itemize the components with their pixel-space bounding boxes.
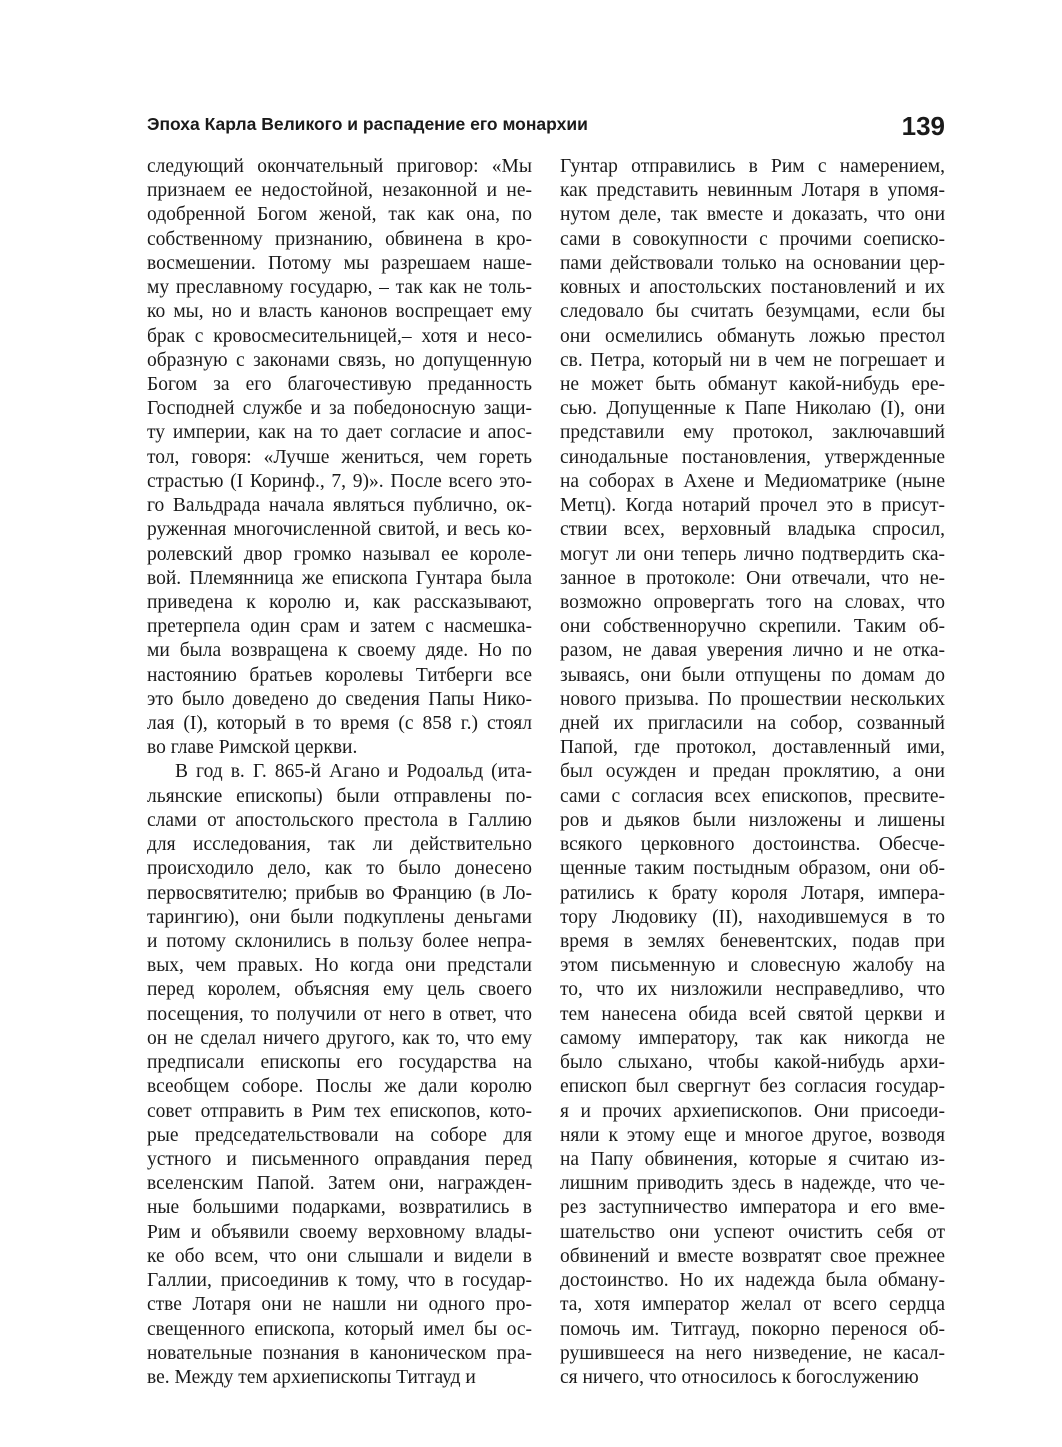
text-line: новательные познания в каноническом пра-: [147, 1342, 532, 1364]
text-line: следовало бы считать безумцами, если бы: [560, 301, 945, 323]
text-line: Господней службе и за победоносную защи-: [147, 398, 532, 420]
text-line: епископ был свергнут без согласия государ-: [560, 1076, 945, 1098]
text-line: первосвятителю; прибыв во Францию (в Ло-: [147, 882, 532, 904]
text-line: нового призыва. По прошествии нескольких: [560, 688, 945, 710]
text-line: они собственноручно скрепили. Таким об-: [560, 616, 945, 638]
text-line: одобренной Богом женой, так как она, по: [147, 204, 532, 226]
text-line: претерпела один срам и затем с насмешка-: [147, 616, 532, 638]
text-line: занное в протоколе: Они отвечали, что не-: [560, 567, 945, 589]
text-line: св. Петра, который ни в чем не погрешает и: [560, 349, 945, 371]
text-line: он не сделал ничего другого, как то, что ему: [147, 1027, 532, 1049]
text-line: всякого церковного достоинства. Обесче-: [560, 834, 945, 856]
text-line: В год в. Г. 865-й Агано и Родоальд (ита-: [175, 761, 532, 783]
text-line: ратились к брату короля Лотаря, импера-: [560, 882, 945, 904]
text-line: рез заступничество императора и его вме-: [560, 1197, 945, 1219]
text-line: му преславному государю, – так как не толь-: [147, 277, 532, 299]
text-line: слами от апостольского престола в Галлию: [147, 809, 532, 831]
text-line: шательство они успеют очистить себя от: [560, 1221, 945, 1243]
text-line: устного и письменного оправдания перед: [147, 1148, 532, 1170]
text-line: ке обо всем, что они слышали и видели в: [147, 1245, 532, 1267]
text-line: могут ли они теперь лично подтвердить ска-: [560, 543, 945, 565]
text-line: вых, чем правых. Но когда они предстали: [147, 955, 532, 977]
text-line: и потому склонились в пользу более непра-: [147, 931, 532, 952]
text-line: всеобщем соборе. Послы же дали королю: [147, 1076, 532, 1098]
text-line: лая (I), который в то время (с 858 г.) стоял: [147, 713, 532, 735]
text-line: следующий окончательный приговор: «Мы: [147, 156, 532, 177]
text-line: тарингию), они были подкуплены деньгами: [147, 906, 532, 928]
text-line: на Папу обвинения, которые я считаю из-: [560, 1148, 945, 1170]
text-line: на соборах в Ахене и Медиоматрике (ныне: [560, 470, 945, 492]
text-line: не может быть обманут какой-нибудь ере-: [560, 373, 945, 395]
text-line: обвинений и вместе возвратят свое прежнее: [560, 1245, 945, 1267]
text-line: сами с согласия всех епископов, пресвите-: [560, 785, 945, 807]
text-line: стве Лотаря они не нашли ни одного про-: [147, 1294, 532, 1316]
text-line: для исследования, так ли действительно: [147, 834, 532, 856]
text-line: ко мы, но и власть канонов воспрещает ему: [147, 301, 532, 323]
text-line: это было доведено до сведения Папы Нико-: [147, 688, 532, 710]
text-line: синодальные постановления, утвержденные: [560, 446, 945, 468]
text-line: Галлии, присоединив к тому, что в государ-: [147, 1270, 532, 1292]
text-line: тору Людовику (II), находившемуся в то: [560, 906, 945, 928]
text-line: время в землях беневентских, подав при: [560, 931, 945, 952]
text-line: щенные таким постыдным образом, они об-: [560, 858, 945, 880]
text-line: достоинство. Но их надежда была обману-: [560, 1270, 945, 1292]
text-line: ролевский двор громко называл ее короле-: [147, 543, 532, 565]
text-line: ве. Между тем архиепископы Титгауд и: [147, 1366, 476, 1388]
text-line: Папой, где протокол, доставленный ими,: [560, 737, 945, 759]
text-line: представили ему протокол, заключавший: [560, 422, 945, 444]
text-line: Гунтар отправились в Рим с намерением,: [560, 156, 945, 177]
text-line: ту империи, как на то дает согласие и апос-: [147, 422, 532, 444]
text-line: Метц). Когда нотарий прочел это в присут-: [560, 495, 945, 517]
text-line: ми была возвращена к своему дяде. Но по: [147, 640, 532, 662]
text-line: то, что их низложили несправедливо, что: [560, 979, 945, 1001]
text-line: возможно опровергать того на словах, что: [560, 591, 945, 613]
text-line: нутом деле, так вместе и доказать, что они: [560, 204, 945, 226]
text-line: Рим и объявили своему верховному влады-: [147, 1221, 532, 1243]
text-line: зываясь, они были отпущены по домам до: [560, 664, 945, 686]
text-line: признаем ее недостойной, незаконной и не-: [147, 180, 532, 202]
text-column-left: [147, 155, 532, 1390]
text-line: они осмелились обмануть ложью престол: [560, 325, 945, 347]
text-line: настоянию братьев королевы Титберги все: [147, 664, 532, 686]
text-line: сью. Допущенные к Папе Николаю (I), они: [560, 398, 945, 420]
text-line: собственному признанию, обвинена в кро-: [147, 228, 532, 250]
text-line: сами в совокупности с прочими соеписко-: [560, 228, 945, 250]
text-column-right: [560, 155, 945, 1390]
text-line: та, хотя император желал от всего сердца: [560, 1294, 945, 1316]
running-header-title: Эпоха Карла Великого и распадение его монархии: [147, 114, 588, 134]
text-line: разом, не давая уверения лично и не отка-: [560, 640, 945, 662]
text-line: во главе Римской церкви.: [147, 737, 358, 759]
text-line: страстью (I Коринф., 7, 9)». После всего это-: [147, 470, 532, 492]
text-line: рые председательствовали на соборе для: [147, 1124, 532, 1146]
text-line: Богом за его благочестивую преданность: [147, 373, 532, 395]
text-line: помочь им. Титгауд, покорно перенося об-: [560, 1318, 945, 1340]
text-line: ковных и апостольских постановлений и их: [560, 277, 945, 299]
text-line: ся ничего, что относилось к богослужению: [560, 1366, 919, 1388]
text-line: вой. Племянница же епископа Гунтара была: [147, 567, 532, 589]
text-line: этом письменную и словесную жалобу на: [560, 955, 945, 977]
text-line: ров и дьяков были низложены и лишены: [560, 809, 945, 831]
text-line: предписали епископы его государства на: [147, 1052, 532, 1074]
text-line: свещенного епископа, который имел бы ос-: [147, 1318, 532, 1340]
text-line: посещения, то получили от него в ответ, что: [147, 1003, 532, 1025]
page-number: 139: [901, 111, 945, 141]
text-line: совет отправить в Рим тех епископов, кото-: [147, 1100, 532, 1122]
text-line: восмешении. Потому мы разрешаем наше-: [147, 252, 532, 274]
text-line: руженная многочисленной свитой, и весь ко-: [147, 519, 532, 541]
text-line: самому императору, так как никогда не: [560, 1027, 945, 1049]
text-line: вселенским Папой. Затем они, награжден-: [147, 1173, 532, 1195]
text-line: лишним приводить здесь в надежде, что че-: [560, 1173, 945, 1195]
text-line: тем нанесена обида всей святой церкви и: [560, 1003, 945, 1025]
text-line: ные большими подарками, возвратились в: [147, 1197, 532, 1219]
text-line: я и прочих архиепископов. Они присоеди-: [560, 1100, 945, 1122]
text-line: как представить невинным Лотаря в упомя-: [560, 180, 945, 202]
text-line: го Вальдрада начала являться публично, ок-: [147, 495, 532, 517]
text-line: образную с законами связь, но допущенную: [147, 349, 532, 371]
text-line: брак с кровосмесительницей,– хотя и несо-: [147, 325, 532, 347]
text-line: происходило дело, как то было донесено: [147, 858, 532, 880]
text-line: дней их пригласили на собор, созванный: [560, 713, 945, 735]
text-line: перед королем, объясняя ему цель своего: [147, 979, 532, 1001]
text-line: приведена к королю и, как рассказывают,: [147, 591, 532, 613]
text-line: ствии всех, верховный владыка спросил,: [560, 519, 945, 541]
text-line: рушившееся на него низведение, не касал-: [560, 1342, 945, 1364]
text-line: тол, говоря: «Лучше жениться, чем гореть: [147, 446, 532, 468]
text-line: няли к этому еще и многое другое, возводя: [560, 1124, 945, 1146]
text-line: был осужден и предан проклятию, а они: [560, 761, 945, 783]
text-line: льянские епископы) были отправлены по-: [147, 785, 532, 807]
text-line: было слыхано, чтобы какой-нибудь архи-: [560, 1052, 945, 1074]
text-line: пами действовали только на основании цер-: [560, 252, 945, 274]
